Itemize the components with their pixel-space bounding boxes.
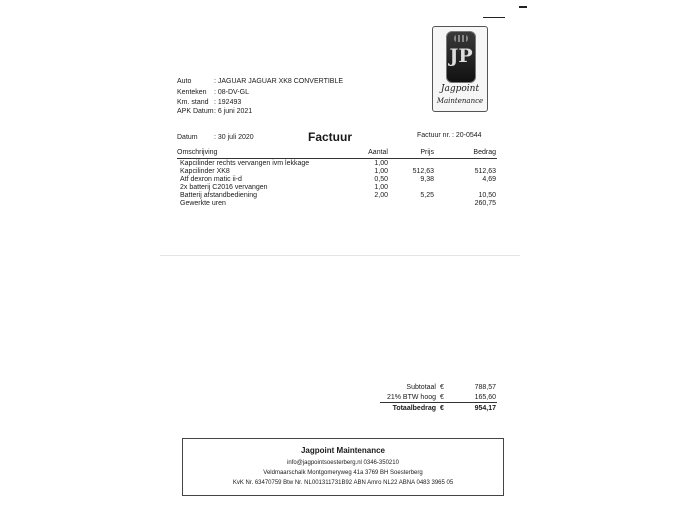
grille-icon bbox=[454, 35, 468, 42]
scan-mark bbox=[483, 17, 505, 18]
footer-contact: info@jagpointsoesterberg.nl 0346-350210 bbox=[287, 460, 399, 466]
footer-company: Jagpoint Maintenance bbox=[300, 446, 385, 455]
table-row-aantal: 1,00 bbox=[374, 168, 388, 175]
apk-label: APK Datum bbox=[177, 108, 214, 115]
table-row-bedrag: 260,75 bbox=[474, 200, 496, 207]
table-row-aantal: 1,00 bbox=[374, 160, 388, 167]
invoice-nr-value: : 20-0544 bbox=[452, 132, 482, 139]
kenteken-label: Kenteken bbox=[177, 89, 207, 96]
km-value: : 192493 bbox=[214, 99, 242, 106]
col-omschrijving: Omschrijving bbox=[177, 149, 218, 156]
table-row-omschrijving: Gewerkte uren bbox=[180, 200, 226, 207]
table-row-prijs: 512,63 bbox=[412, 168, 434, 175]
table-row-bedrag: 4,69 bbox=[482, 176, 496, 183]
totaal-value: 954,17 bbox=[474, 405, 496, 412]
footer-address: Veldmaarschalk Montgomeryweg 41a 3769 BH Soesterberg bbox=[263, 470, 423, 476]
table-row-aantal: 1,00 bbox=[374, 184, 388, 191]
currency-symbol: € bbox=[440, 394, 444, 401]
table-row-omschrijving: 2x batterij C2016 vervangen bbox=[180, 184, 268, 191]
logo-subname: Maintenance bbox=[436, 97, 484, 105]
currency-symbol: € bbox=[440, 405, 444, 412]
datum-value: : 30 juli 2020 bbox=[214, 134, 254, 141]
table-row-prijs: 5,25 bbox=[420, 192, 434, 199]
km-label: Km. stand bbox=[177, 99, 209, 106]
company-logo bbox=[432, 26, 488, 112]
table-row-aantal: 0,50 bbox=[374, 176, 388, 183]
scan-mark-corner bbox=[519, 6, 527, 8]
col-prijs: Prijs bbox=[420, 149, 434, 156]
table-row-aantal: 2,00 bbox=[374, 192, 388, 199]
table-row-omschrijving: Batterij afstandbediening bbox=[180, 192, 258, 199]
subtotaal-label: Subtotaal bbox=[406, 384, 436, 391]
table-row-omschrijving: Kapcilinder rechts vervangen ivm lekkage bbox=[180, 160, 310, 167]
scan-fold-line bbox=[160, 255, 520, 256]
col-aantal: Aantal bbox=[368, 149, 388, 156]
kenteken-value: : 08-DV-GL bbox=[214, 89, 250, 96]
table-header-divider bbox=[177, 158, 497, 159]
col-bedrag: Bedrag bbox=[473, 149, 496, 156]
table-row-omschrijving: Kapcilinder XK8 bbox=[180, 168, 230, 175]
footer-registry: KvK Nr. 63470759 Btw Nr. NL001311731B92 ABN Amro NL22 ABNA 0483 3965 05 bbox=[232, 480, 454, 486]
auto-value: : JAGUAR JAGUAR XK8 CONVERTIBLE bbox=[214, 78, 344, 85]
table-row-bedrag: 10,50 bbox=[478, 192, 496, 199]
auto-label: Auto bbox=[177, 78, 192, 85]
table-row-bedrag: 512,63 bbox=[474, 168, 496, 175]
logo-monogram: JP bbox=[449, 45, 473, 67]
table-row-prijs: 9,38 bbox=[420, 176, 434, 183]
invoice-nr-label: Factuur nr. bbox=[417, 132, 451, 139]
currency-symbol: € bbox=[440, 384, 444, 391]
subtotaal-value: 788,57 bbox=[474, 384, 496, 391]
logo-name: Jagpoint bbox=[440, 84, 480, 94]
btw-value: 165,60 bbox=[474, 394, 496, 401]
table-row-omschrijving: Atf dexron matic ii-d bbox=[180, 176, 242, 183]
footer-box bbox=[182, 438, 504, 496]
datum-label: Datum bbox=[177, 134, 198, 141]
totals-divider bbox=[380, 402, 497, 403]
btw-label: 21% BTW hoog bbox=[386, 394, 436, 401]
jp-badge-icon bbox=[446, 31, 476, 83]
apk-value: : 6 juni 2021 bbox=[214, 108, 253, 115]
invoice-title: Factuur bbox=[308, 130, 353, 144]
totaal-label: Totaalbedrag bbox=[392, 405, 436, 412]
